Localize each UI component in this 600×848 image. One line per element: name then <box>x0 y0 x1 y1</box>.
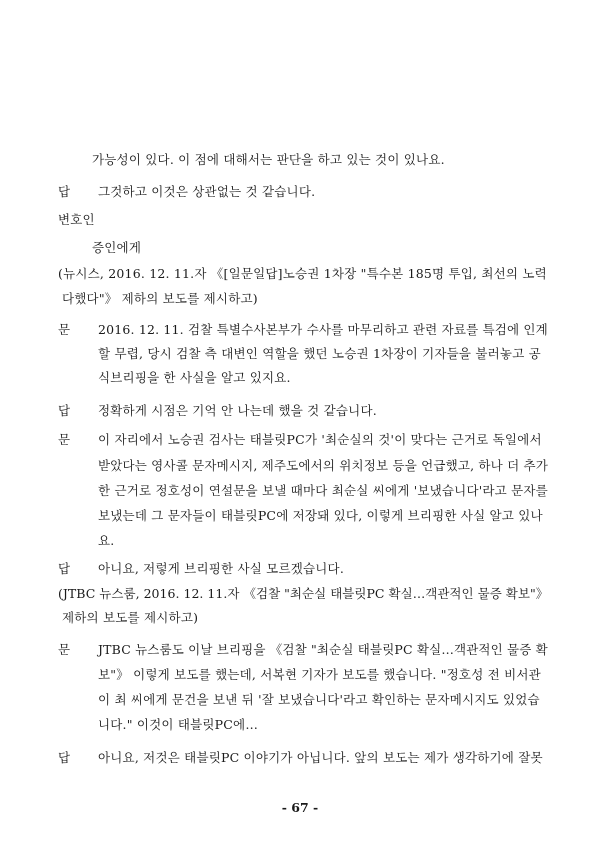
text-line: 이 최 씨에게 문건을 보낸 뒤 '잘 보냈습니다'라고 확인하는 문자메시지도 있었습 <box>98 692 540 707</box>
text-line: 식브리핑을 한 사실을 알고 있지요. <box>98 370 291 385</box>
question-label: 문 <box>58 642 71 657</box>
text-line: JTBC 뉴스룸도 이날 브리핑을 《검찰 "최순실 태블릿PC 확실…객관적인 물증 확 <box>98 642 548 657</box>
exhibit-line: 제하의 보도를 제시하고) <box>62 610 199 625</box>
answer-label: 답 <box>58 403 71 418</box>
question-label: 문 <box>58 432 71 447</box>
text-line: 받았다는 영사콜 문자메시지, 제주도에서의 위치정보 등을 언급했고, 하나 더 추가 <box>98 458 548 473</box>
page-number: - 67 - <box>281 800 319 815</box>
speaker-label: 변호인 <box>58 212 95 227</box>
text-line: 아니요, 저렇게 브리핑한 사실 모르겠습니다. <box>98 561 344 576</box>
answer-label: 답 <box>58 184 71 199</box>
text-line: 증인에게 <box>92 240 142 255</box>
text-line: 니다." 이것이 태블릿PC에… <box>98 717 259 732</box>
text-line: 요. <box>98 533 115 548</box>
text-line: 정확하게 시점은 기억 안 나는데 했을 것 같습니다. <box>98 403 377 418</box>
answer-label: 답 <box>58 561 71 576</box>
text-line: 2016. 12. 11. 검찰 특별수사본부가 수사를 마무리하고 관련 자료를 특검에 인계 <box>98 322 548 337</box>
text-line: 할 무렵, 당시 검찰 측 대변인 역할을 했던 노승권 1차장이 기자들을 불러놓고 공 <box>98 346 541 361</box>
text-line: 그것하고 이것은 상관없는 것 같습니다. <box>98 184 316 199</box>
text-line: 보"》 이렇게 보도를 했는데, 서복현 기자가 보도를 했습니다. "정호성 전 비서관 <box>98 667 541 682</box>
text-line: 한 근거로 정호성이 연설문을 보낼 때마다 최순실 씨에게 '보냈습니다'라고 문자를 <box>98 483 548 498</box>
text-line: 이 자리에서 노승권 검사는 태블릿PC가 '최순실의 것'이 맞다는 근거로 독일에서 <box>98 432 542 447</box>
text-line: 가능성이 있다. 이 점에 대해서는 판단을 하고 있는 것이 있나요. <box>92 152 445 167</box>
exhibit-line: (JTBC 뉴스룸, 2016. 12. 11.자 《검찰 "최순실 태블릿PC 확실…객관적인 물증 확보"》 <box>58 586 549 601</box>
exhibit-line: 다했다"》 제하의 보도를 제시하고) <box>62 291 258 306</box>
answer-label: 답 <box>58 750 71 765</box>
text-line: 아니요, 저것은 태블릿PC 이야기가 아닙니다. 앞의 보도는 제가 생각하기에 잘못 <box>98 750 543 765</box>
text-line: 보냈는데 그 문자들이 태블릿PC에 저장돼 있다, 이렇게 브리핑한 사실 알고 있나 <box>98 508 543 523</box>
exhibit-line: (뉴시스, 2016. 12. 11.자 《[일문일답]노승권 1차장 "특수본 185명 투입, 최선의 노력 <box>58 266 547 281</box>
question-label: 문 <box>58 322 71 337</box>
